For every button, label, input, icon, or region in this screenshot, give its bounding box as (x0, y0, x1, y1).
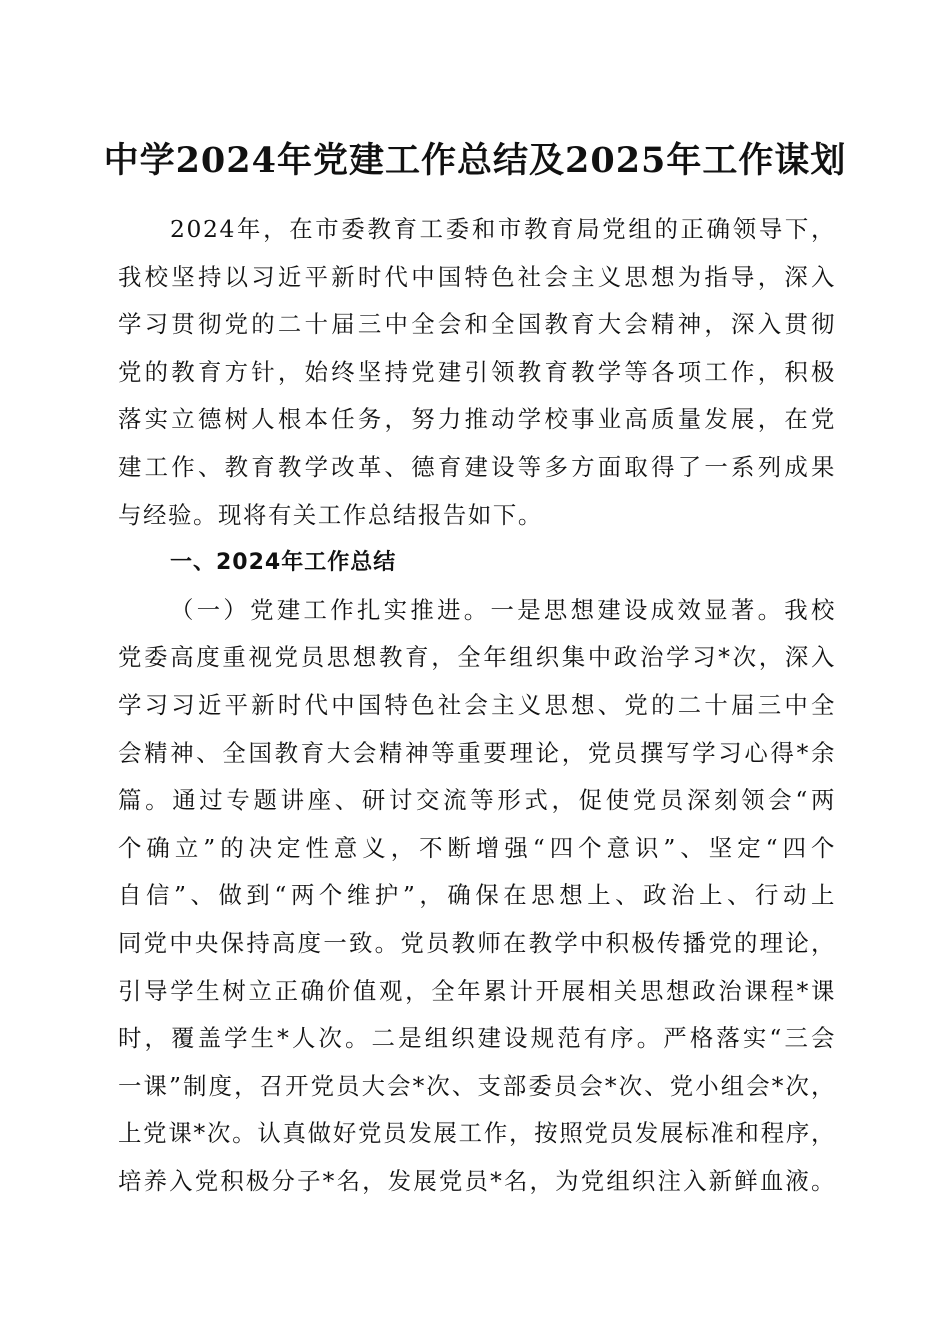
paragraph-line: 学习习近平新时代中国特色社会主义思想、党的二十届三中全 (118, 690, 836, 719)
paragraph-line: 同党中央保持高度一致。党员教师在教学中积极传播党的理论， (118, 928, 836, 957)
paragraph-line: 党的教育方针，始终坚持党建引领教育教学等各项工作，积极 (118, 357, 836, 386)
paragraph-line: 我校坚持以习近平新时代中国特色社会主义思想为指导，深入 (118, 262, 836, 291)
paragraph-line: 一课”制度，召开党员大会*次、支部委员会*次、党小组会*次， (118, 1071, 836, 1100)
paragraph-line: （一）党建工作扎实推进。一是思想建设成效显著。我校 (170, 595, 836, 624)
paragraph-line: 培养入党积极分子*名，发展党员*名，为党组织注入新鲜血液。 (118, 1166, 836, 1195)
section-heading: 一、2024年工作总结 (170, 550, 397, 576)
paragraph-line: 党委高度重视党员思想教育，全年组织集中政治学习*次，深入 (118, 643, 836, 672)
paragraph-line: 学习贯彻党的二十届三中全会和全国教育大会精神，深入贯彻 (118, 310, 836, 339)
paragraph-line: 时，覆盖学生*人次。二是组织建设规范有序。严格落实“三会 (118, 1024, 836, 1053)
subsection-paragraph (118, 587, 836, 1206)
paragraph-line: 篇。通过专题讲座、研讨交流等形式，促使党员深刻领会“两 (118, 786, 836, 815)
paragraph-line: 引导学生树立正确价值观，全年累计开展相关思想政治课程*课 (118, 976, 836, 1005)
paragraph-line: 个确立”的决定性意义，不断增强“四个意识”、坚定“四个 (118, 833, 836, 862)
document-title: 中学2024年党建工作总结及2025年工作谋划 (103, 140, 847, 181)
document-body (118, 206, 836, 1205)
intro-paragraph (118, 206, 836, 539)
paragraph-line: 与经验。现将有关工作总结报告如下。 (118, 500, 543, 529)
paragraph-line: 上党课*次。认真做好党员发展工作，按照党员发展标准和程序， (118, 1119, 836, 1148)
paragraph-line: 落实立德树人根本任务，努力推动学校事业高质量发展，在党 (118, 405, 836, 434)
paragraph-line: 2024年，在市委教育工委和市教育局党组的正确领导下， (170, 215, 836, 243)
paragraph-line: 会精神、全国教育大会精神等重要理论，党员撰写学习心得*余 (118, 738, 836, 767)
paragraph-line: 建工作、教育教学改革、德育建设等多方面取得了一系列成果 (118, 452, 836, 481)
paragraph-line: 自信”、做到“两个维护”，确保在思想上、政治上、行动上 (118, 881, 836, 910)
